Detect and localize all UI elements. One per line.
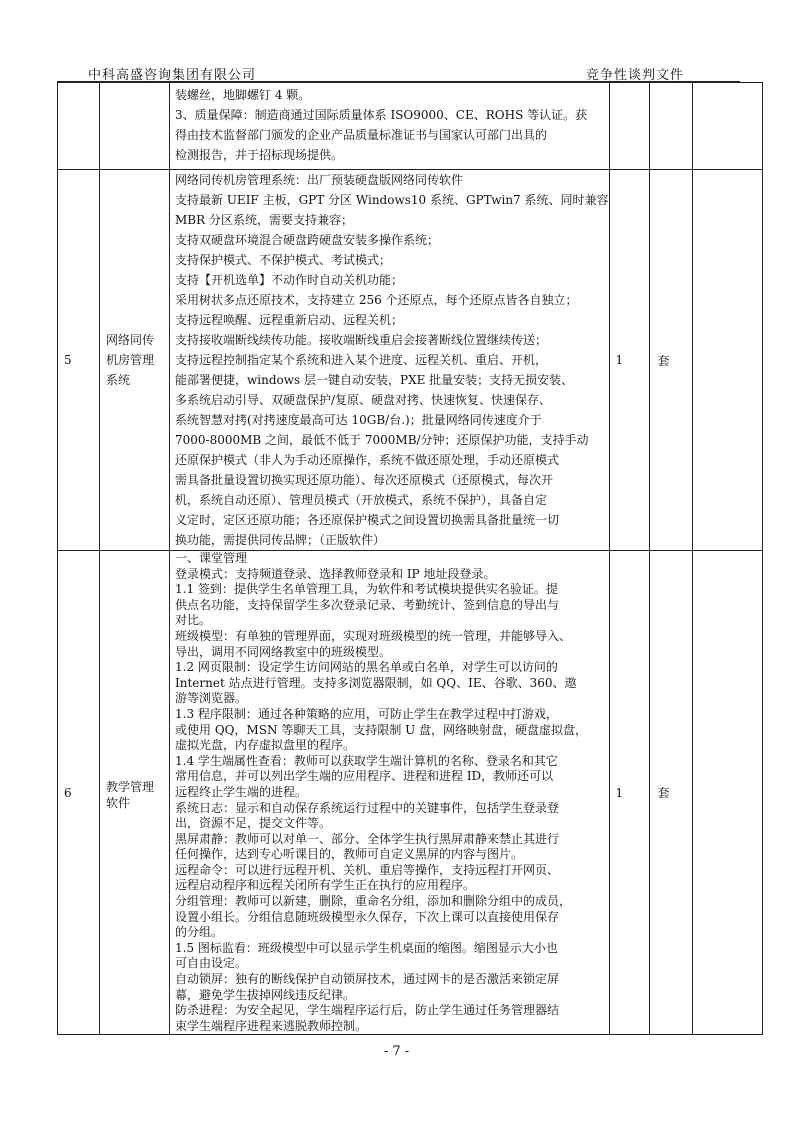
spec-line: 多系统启动引导、双硬盘保护/复原、硬盘对拷、快速恢复、快速保存、 [175,393,552,407]
item-number [58,551,100,1035]
page-number: - 7 - [383,1044,410,1059]
item-number-text: 6 [64,785,72,800]
item-name-line: 机房管理 [106,353,155,367]
item-quantity [609,551,649,1035]
spec-line: Internet 站点进行管理。支持多浏览器限制，如 QQ、IE、谷歌、360、遨 [175,675,577,690]
spec-line: 装螺丝，地脚螺钉 4 颗。 [175,88,311,102]
spec-line: 游等浏览器。 [175,691,248,706]
item-spec [170,170,610,551]
spec-table [57,82,763,1035]
item-spec [170,83,610,170]
spec-line: 自动锁屏：独有的断线保护自动锁屏技术，通过网卡的是否激活来锁定屏 [175,972,560,987]
item-name [100,170,170,551]
spec-line: 支持【开机选单】不动作时自动关机功能； [175,273,404,287]
spec-line: 远程终止学生端的进程。 [175,784,308,799]
item-number [58,170,100,551]
spec-line: 7000-8000MB 之间，最低不低于 7000MB/分钟；还原保护功能，支持手动 [175,433,589,447]
spec-line: 得由技术监督部门颁发的企业产品质量标准证书与国家认可部门出具的 [175,128,548,142]
quantity-text: 1 [615,353,624,367]
spec-line: 对比。 [175,613,212,628]
item-number-text: 5 [64,353,72,367]
spec-line: 1.2 网页限制：设定学生访问网站的黑名单或白名单，对学生可以访问的 [175,660,558,675]
item-remark [692,83,762,170]
item-name [100,551,170,1035]
unit-text: 套 [657,353,670,368]
item-quantity [609,170,649,551]
item-name-line: 系统 [106,373,131,387]
table-row [58,170,763,551]
item-name [100,83,170,170]
header-doc-type: 竞争性谈判文件 [586,68,685,83]
spec-line: 系统日志：显示和自动保存系统运行过程中的关键事件，包括学生登录登 [175,800,560,815]
item-name-line: 软件 [106,795,131,810]
spec-line: 采用树状多点还原技术，支持建立 256 个还原点，每个还原点皆各自独立； [175,293,578,307]
item-remark [692,170,762,551]
spec-line: 远程命令：可以进行远程开机、关机、重启等操作，支持远程打开网页、 [175,862,560,877]
spec-line: 网络同传机房管理系统：出厂预装硬盘版网络同传软件 [175,173,464,187]
spec-line: 防杀进程：为安全起见，学生端程序运行后，防止学生通过任务管理器结 [175,1003,560,1018]
spec-line: 一、课堂管理 [175,551,248,565]
spec-line: 能部署便捷，windows 层一键自动安装，PXE 批量安装；支持无损安装、 [175,373,574,387]
spec-line: 机，系统自动还原）、管理员模式（开放模式，系统不保护），具备自定 [175,493,548,507]
spec-line: 或使用 QQ，MSN 等聊天工具，支持限制 U 盘，网络映射盘，硬盘虚拟盘， [175,722,588,737]
spec-line: 换功能，需提供同传品牌；（正版软件） [175,533,386,547]
spec-line: 支持远程唤醒、远程重新启动、远程关机； [175,313,404,327]
spec-line: 支持双硬盘环境混合硬盘跨硬盘安装多操作系统； [175,233,440,247]
spec-line: 支持远程控制指定某个系统和进入某个进度、远程关机、重启、开机， [175,353,548,367]
item-unit [649,83,692,170]
spec-line: MBR 分区系统，需要支持兼容； [175,213,353,227]
spec-line: 虚拟光盘，内存虚拟盘里的程序。 [175,738,356,753]
spec-line: 登录模式：支持频道登录、选择教师登录和 IP 地址段登录。 [175,566,496,581]
spec-line: 的分组。 [175,925,224,940]
item-name-line: 教学管理 [106,780,155,795]
spec-line: 黑屏肃静：教师可以对单一、部分、全体学生执行黑屏肃静来禁止其进行 [175,831,560,846]
spec-line: 1.4 学生端属性查看：教师可以获取学生端计算机的名称、登录名和其它 [175,753,558,768]
spec-line: 1.5 图标监看：班级模型中可以显示学生机桌面的缩图。缩图显示大小也 [175,940,558,955]
spec-line: 系统智慧对拷(对拷速度最高可达 10GB/台.)；批量网络同传速度介于 [175,413,542,427]
spec-line: 支持最新 UEIF 主板，GPT 分区 Windows10 系统、GPTwin7 系统、同时兼容 [175,193,609,207]
table-row [58,83,763,170]
spec-line: 分组管理：教师可以新建，删除，重命名分组，添加和删除分组中的成员， [175,894,572,909]
spec-line: 设置小组长。分组信息随班级模型永久保存，下次上课可以直接使用保存 [175,909,560,924]
header-company: 中科高盛咨询集团有限公司 [88,68,257,83]
spec-line: 义定时，定区还原功能；各还原保护模式之间设置切换需具备批量统一切 [175,513,560,527]
table-row [58,551,763,1035]
spec-line: 可自由设定。 [175,956,248,971]
item-remark [692,551,762,1035]
spec-line: 任何操作，达到专心听课目的，教师可自定义黑屏的内容与图片。 [175,847,524,862]
item-spec [170,551,610,1035]
spec-line: 还原保护模式（非人为手动还原操作，系统不做还原处理，手动还原模式 [175,453,560,467]
quantity-text: 1 [615,785,624,800]
spec-line: 3、质量保障：制造商通过国际质量体系 ISO9000、CE、ROHS 等认证。获 [175,108,588,122]
spec-line: 支持保护模式、不保护模式、考试模式； [175,253,392,267]
spec-line: 远程启动程序和远程关闭所有学生正在执行的应用程序。 [175,878,476,893]
spec-line: 检测报告，并于招标现场提供。 [175,148,344,162]
spec-line: 常用信息，并可以列出学生端的应用程序、进程和进程 ID，教师还可以 [175,769,554,784]
spec-line: 供点名功能，支持保留学生多次登录记录、考勤统计、签到信息的导出与 [175,597,560,612]
spec-line: 支持接收端断线续传功能。接收端断线重启会接著断线位置继续传送； [175,333,548,347]
spec-line: 需具备批量设置切换实现还原功能）、每次还原模式（还原模式，每次开 [175,473,554,487]
spec-line: 束学生端程序进程来逃脱教师控制。 [175,1018,368,1033]
spec-line: 导出，调用不同网络教室中的班级模型。 [175,644,392,659]
spec-line: 1.3 程序限制：通过各种策略的应用，可防止学生在教学过程中打游戏， [175,706,558,721]
item-unit [649,170,692,551]
spec-line: 幕，避免学生拔掉网线违反纪律。 [175,987,356,1002]
unit-text: 套 [657,786,670,801]
spec-line: 1.1 签到：提供学生名单管理工具，为软件和考试模块提供实名验证。提 [175,582,558,597]
item-quantity [609,83,649,170]
item-number [58,83,100,170]
item-unit [649,551,692,1035]
spec-line: 出，资源不足，提交文件等。 [175,816,332,831]
spec-line: 班级模型：有单独的管理界面，实现对班级模型的统一管理，并能够导入、 [175,628,572,643]
item-name-line: 网络同传 [106,333,155,347]
